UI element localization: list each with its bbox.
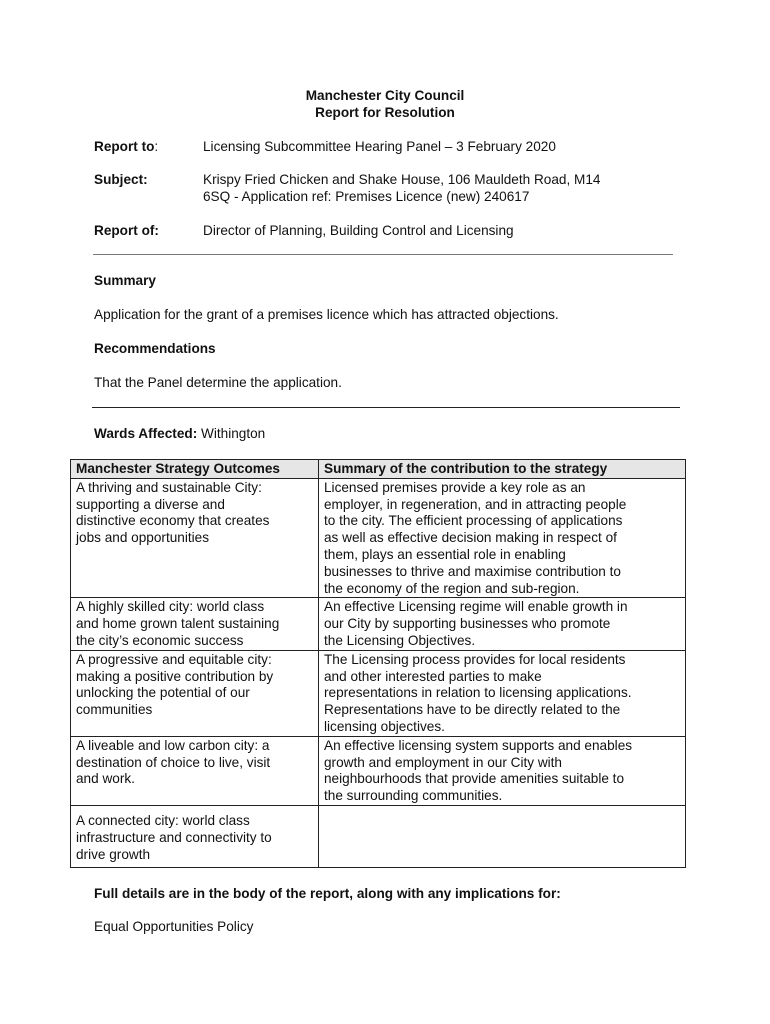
outcome-cell: A liveable and low carbon city: a destination of choice to live, visit and work. [71,736,319,805]
recommendations-heading: Recommendations [94,341,216,356]
summary-heading: Summary [94,273,156,288]
table-row [71,736,686,805]
full-details-heading: Full details are in the body of the report, along with any implications for: [94,886,561,901]
report-of-value: Director of Planning, Building Control and Licensing [203,223,514,238]
table-row [71,805,686,867]
outcome-cell: A thriving and sustainable City: supporting a diverse and distinctive economy that creates jobs and opportunities [71,478,319,598]
table-row [71,650,686,736]
report-of-label: Report of: [94,223,159,238]
outcome-cell: A progressive and equitable city: making a positive contribution by unlocking the potential of our communities [71,650,319,736]
table-row [71,478,686,598]
wards-label: Wards Affected: [94,426,198,441]
wards-affected [94,426,265,443]
outcome-cell: A connected city: world class infrastructure and connectivity to drive growth [71,805,319,867]
column-header-contribution: Summary of the contribution to the strategy [319,460,686,479]
contribution-cell: The Licensing process provides for local residents and other interested parties to make representations in relation to licensing applications. Representations have to be directly related to the licensing objectives. [319,650,686,736]
contribution-cell: Licensed premises provide a key role as an employer, in regeneration, and in attracting people to the city. The efficient processing of applications as well as effective decision making in respect of them, plays an essential role in enabling businesses to thrive and maximise contribution to the economy of the region and sub-region. [319,478,686,598]
column-header-outcomes: Manchester Strategy Outcomes [71,460,319,479]
section-divider [92,407,680,408]
subject-label: Subject: [94,172,148,187]
table-header-row [71,460,686,479]
contribution-cell-empty [319,805,686,867]
equal-opportunities-item: Equal Opportunities Policy [94,919,254,934]
report-to-label: Report to: [94,139,159,154]
header-divider [93,254,673,255]
contribution-cell: An effective licensing system supports and enables growth and employment in our City with neighbourhoods that provide amenities suitable to the surrounding communities. [319,736,686,805]
report-title-block [0,88,770,122]
council-name: Manchester City Council [305,88,465,103]
wards-value: Withington [201,426,266,441]
summary-text: Application for the grant of a premises licence which has attracted objections. [94,307,559,322]
recommendations-text: That the Panel determine the application. [94,375,342,390]
report-type: Report for Resolution [315,105,455,120]
subject-value: Krispy Fried Chicken and Shake House, 106 Mauldeth Road, M14 6SQ - Application ref: Premises Licence (new) 240617 [203,172,601,204]
report-to-value: Licensing Subcommittee Hearing Panel – 3 February 2020 [203,139,556,154]
strategy-table [70,459,686,868]
table-row [71,598,686,650]
contribution-cell: An effective Licensing regime will enable growth in our City by supporting businesses who promote the Licensing Objectives. [319,598,686,650]
outcome-cell: A highly skilled city: world class and home grown talent sustaining the city’s economic success [71,598,319,650]
